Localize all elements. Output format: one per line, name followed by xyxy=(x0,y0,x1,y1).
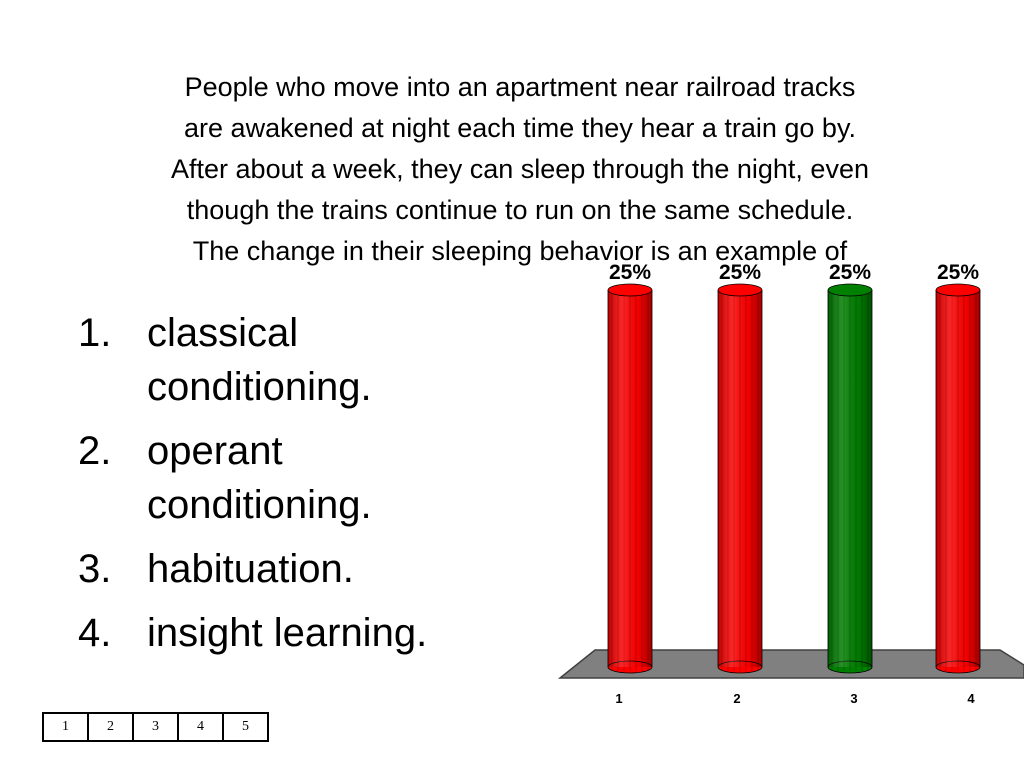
answer-text-line: insight learning. xyxy=(147,611,428,655)
question-line: After about a week, they can sleep through the night, even xyxy=(171,154,869,184)
counter-cell: 5 xyxy=(223,713,268,741)
question-line: though the trains continue to run on the same schedule. xyxy=(186,195,854,225)
counter-cell: 3 xyxy=(133,713,178,741)
response-counter xyxy=(42,712,269,742)
answer-text-line: classical xyxy=(147,311,299,355)
question-line: The change in their sleeping behavior is an example of xyxy=(192,236,848,266)
chart-value-labels xyxy=(609,261,979,284)
answer-number: 4. xyxy=(78,611,112,655)
bar-value-label: 25% xyxy=(828,261,872,284)
bar-3 xyxy=(828,284,872,673)
answer-text-line: habituation. xyxy=(147,547,354,591)
chart-bars xyxy=(608,284,980,673)
answer-text-line: operant xyxy=(147,429,283,473)
x-tick-label: 1 xyxy=(615,691,623,706)
counter-cell: 4 xyxy=(178,713,223,741)
bar-value-label: 25% xyxy=(936,261,980,284)
counter-cell: 1 xyxy=(43,713,88,741)
bar-1 xyxy=(608,284,652,673)
answer-number: 2. xyxy=(78,429,112,473)
bar-2 xyxy=(718,284,762,673)
bar-value-label: 25% xyxy=(718,261,762,284)
bar-value-label: 25% xyxy=(608,261,652,284)
x-tick-label: 4 xyxy=(967,691,975,706)
answer-number: 1. xyxy=(78,311,112,355)
answer-number: 3. xyxy=(78,547,112,591)
question-line: are awakened at night each time they hear a train go by. xyxy=(184,113,856,143)
x-tick-label: 2 xyxy=(733,691,741,706)
bar-4 xyxy=(936,284,980,673)
answer-text-line: conditioning. xyxy=(147,483,372,527)
x-tick-label: 3 xyxy=(850,691,858,706)
answer-text-line: conditioning. xyxy=(147,365,372,409)
counter-cell: 2 xyxy=(88,713,133,741)
chart-category-labels xyxy=(615,691,975,706)
question-line: People who move into an apartment near railroad tracks xyxy=(184,72,856,102)
